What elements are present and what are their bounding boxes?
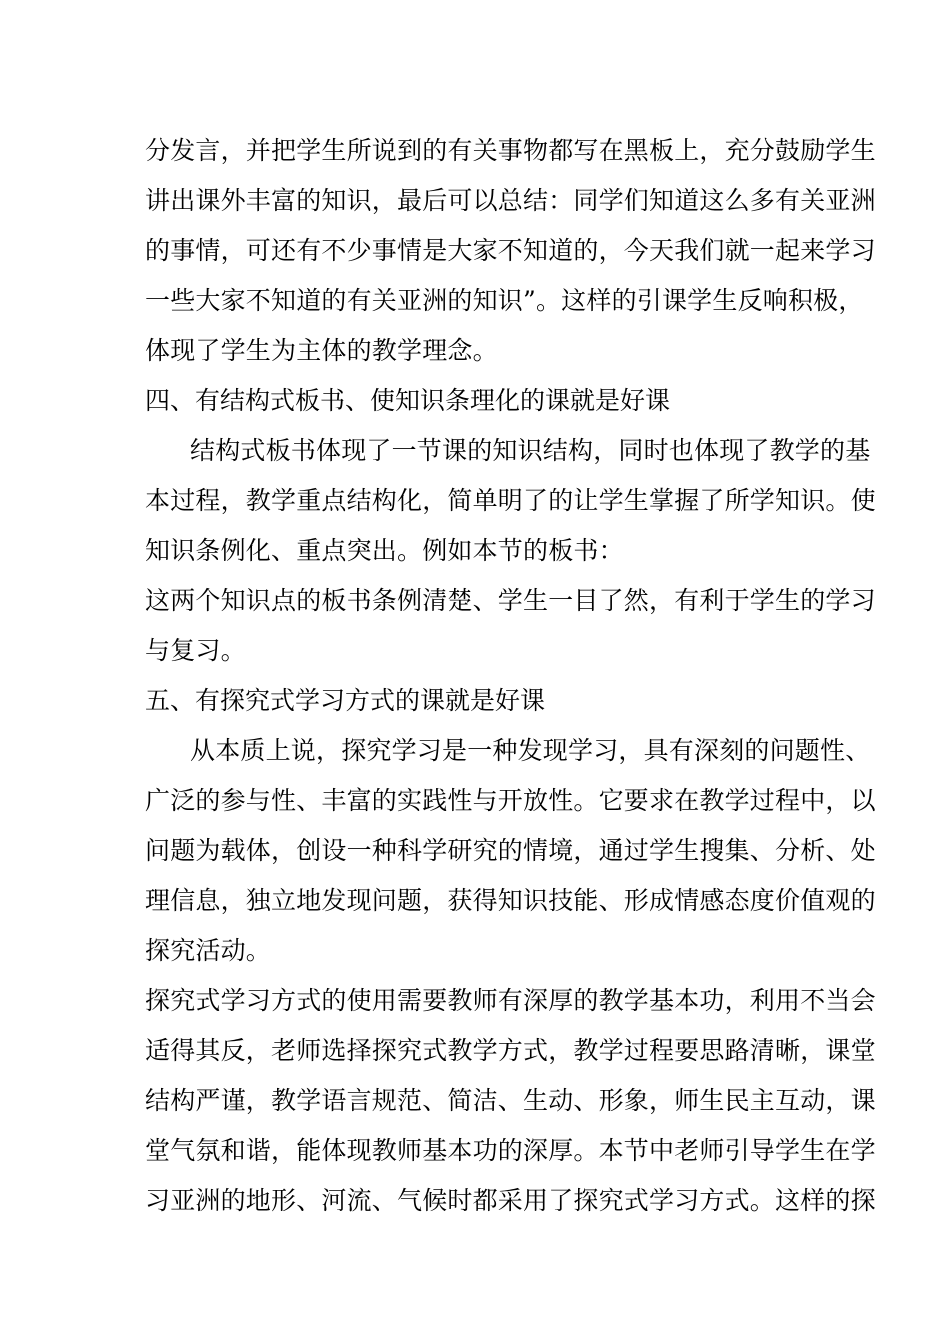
paragraph-line: 与复习。 (145, 636, 246, 665)
paragraph-line: 问题为载体，创设一种科学研究的情境，通过学生搜集、分析、处 (145, 836, 876, 865)
paragraph-line: 从本质上说，探究学习是一种发现学习，具有深刻的问题性、 (190, 736, 871, 765)
paragraph-line: 的事情，可还有不少事情是大家不知道的，今天我们就一起来学习 (145, 236, 876, 265)
section-heading-5: 五、有探究式学习方式的课就是好课 (145, 686, 546, 715)
paragraph-line: 探究式学习方式的使用需要教师有深厚的教学基本功，利用不当会 (145, 986, 876, 1015)
paragraph-line: 结构严谨，教学语言规范、简洁、生动、形象，师生民主互动，课 (145, 1086, 876, 1115)
paragraph-line: 分发言，并把学生所说到的有关事物都写在黑板上，充分鼓励学生 (145, 136, 876, 165)
paragraph-line: 体现了学生为主体的教学理念。 (145, 336, 498, 365)
paragraph-line: 讲出课外丰富的知识，最后可以总结：同学们知道这么多有关亚洲 (145, 186, 876, 215)
paragraph-line: 适得其反，老师选择探究式教学方式，教学过程要思路清晰，课堂 (145, 1036, 876, 1065)
paragraph-line: 本过程，教学重点结构化，简单明了的让学生掌握了所学知识。使 (145, 486, 876, 515)
paragraph-line: 探究活动。 (145, 936, 272, 965)
paragraph-line: 一些大家不知道的有关亚洲的知识”。这样的引课学生反响积极， (145, 286, 864, 315)
paragraph-line: 理信息，独立地发现问题，获得知识技能、形成情感态度价值观的 (145, 886, 876, 915)
paragraph-line: 习亚洲的地形、河流、气候时都采用了探究式学习方式。这样的探 (145, 1186, 876, 1215)
paragraph-line: 这两个知识点的板书条例清楚、学生一目了然，有利于学生的学习 (145, 586, 876, 615)
paragraph-line: 广泛的参与性、丰富的实践性与开放性。它要求在教学过程中，以 (145, 786, 876, 815)
paragraph-line: 知识条例化、重点突出。例如本节的板书： (145, 536, 624, 565)
paragraph-line: 结构式板书体现了一节课的知识结构，同时也体现了教学的基 (190, 436, 871, 465)
section-heading-4: 四、有结构式板书、使知识条理化的课就是好课 (145, 386, 671, 415)
paragraph-line: 堂气氛和谐，能体现教师基本功的深厚。本节中老师引导学生在学 (145, 1136, 876, 1165)
